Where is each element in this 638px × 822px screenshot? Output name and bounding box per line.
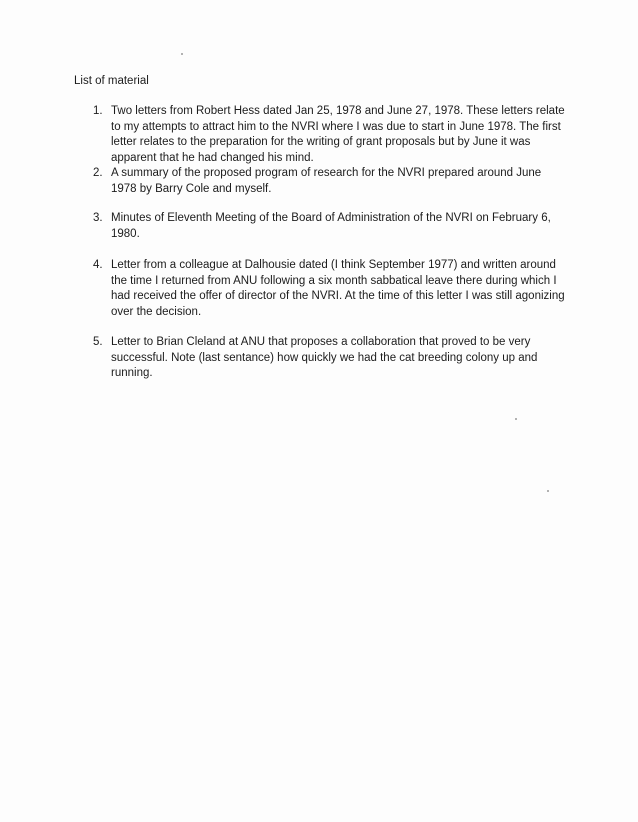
list-item [93,335,568,382]
list-item-number: 3. [93,212,103,224]
scan-speck [547,490,549,492]
list-item [93,211,568,242]
list-item-number: 4. [93,259,103,271]
list-item-text: Letter from a colleague at Dalhousie dated (I think September 1977) and written around the time I returned from ANU following a six month sabbatical leave there during which I had received the offer of director of the NVRI. At the time of this letter I was still agonizing over the decision. [111,259,565,318]
list-item-text: Minutes of Eleventh Meeting of the Board of Administration of the NVRI on February 6, 1980. [111,212,551,240]
list-item-text: A summary of the proposed program of research for the NVRI prepared around June 1978 by Barry Cole and myself. [111,167,542,195]
scan-speck [181,53,183,55]
page-title: List of material [74,75,149,87]
list-item-text: Two letters from Robert Hess dated Jan 25, 1978 and June 27, 1978. These letters relate to my attempts to attract him to the NVRI where I was due to start in June 1978. The first letter relates to the preparation for the writing of grant proposals but by June it was apparent that he had changed his mind. [111,105,565,164]
scan-speck [515,418,517,420]
list-item [93,104,568,166]
list-item-text: Letter to Brian Cleland at ANU that proposes a collaboration that proved to be very successful. Note (last sentance) how quickly we had the cat breeding colony up and running. [111,336,538,380]
list-item [93,166,568,197]
list-item-number: 1. [93,105,103,117]
list-item-number: 2. [93,167,103,179]
list-item [93,258,568,320]
list-item-number: 5. [93,336,103,348]
